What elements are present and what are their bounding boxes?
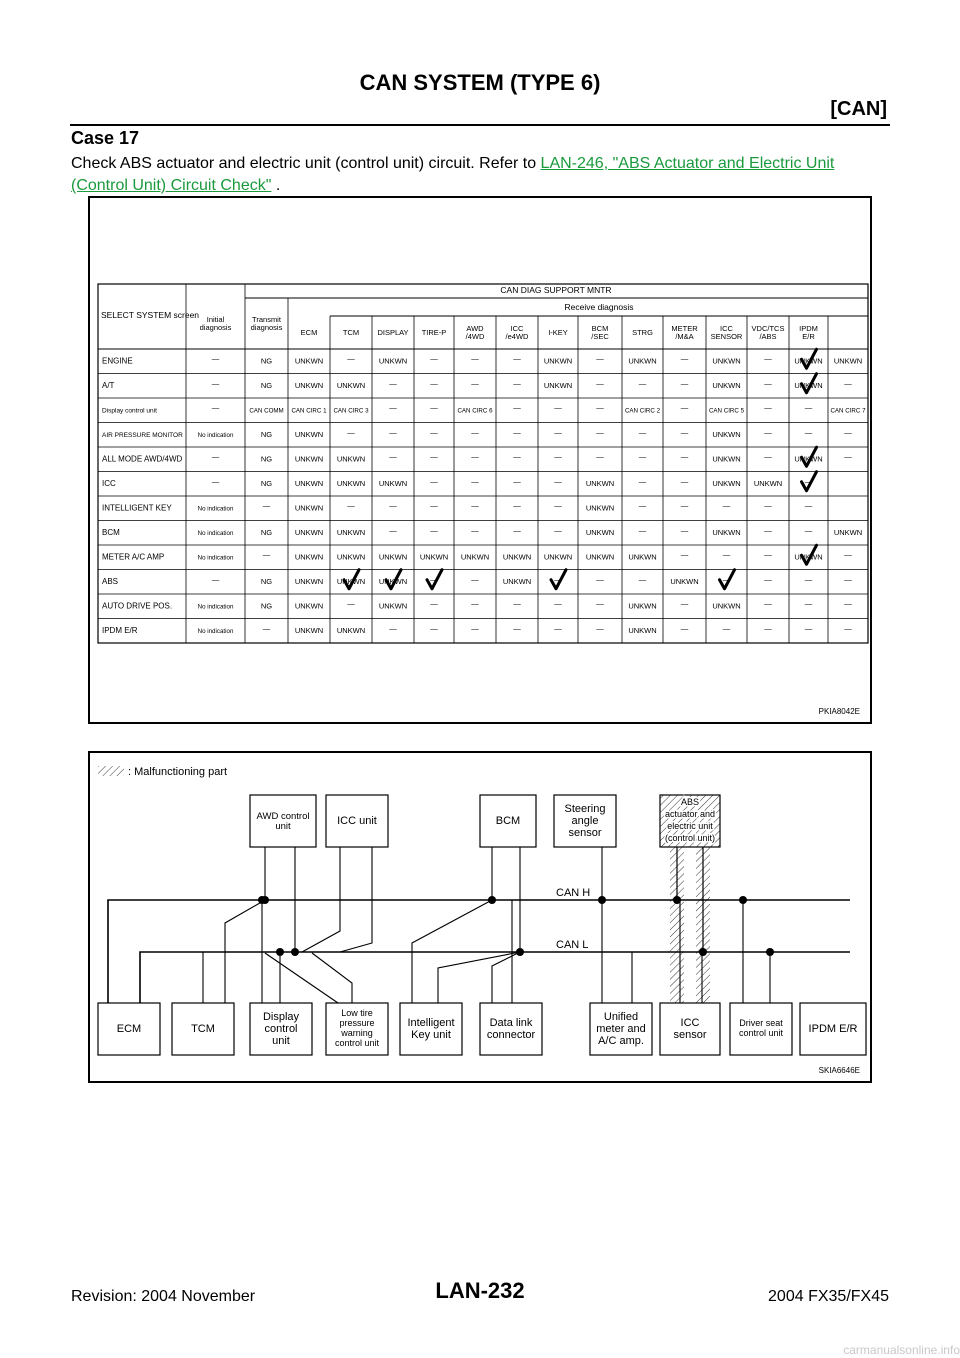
watermark: carmanualsonline.info: [843, 1343, 960, 1357]
table-cell: NG: [260, 429, 273, 439]
row-label: AIR PRESSURE MONITOR: [102, 431, 183, 439]
table-cell: UNKWN: [753, 478, 783, 488]
table-cell: —: [262, 550, 271, 560]
table-cell: —: [430, 476, 438, 486]
table-cell: —: [596, 452, 604, 462]
bottom-unit-label: ICC sensor: [673, 1016, 707, 1041]
column-header: ICC SENSOR: [710, 323, 743, 342]
table-cell: —: [844, 452, 852, 462]
table-cell: No indication: [197, 553, 234, 561]
table-cell: —: [844, 599, 852, 609]
junction-dot: [276, 948, 284, 956]
bottom-unit-label: Low tire pressure warning control unit: [334, 1008, 380, 1049]
table-cell: UNKWN: [670, 576, 699, 586]
table-cell: —: [347, 427, 355, 437]
table-cell: —: [554, 574, 562, 584]
table-cell: UNKWN: [294, 576, 324, 586]
table-cell: —: [804, 599, 813, 609]
table-cell: —: [554, 476, 562, 486]
wire: [265, 953, 338, 1003]
column-header: VDC/TCS /ABS: [751, 323, 785, 342]
header-rule: [70, 124, 890, 126]
row-label: ICC: [102, 478, 116, 488]
table-cell: UNKWN: [419, 552, 449, 562]
table-cell: —: [513, 476, 521, 486]
table-cell: NG: [260, 380, 273, 390]
table-cell: —: [764, 623, 772, 633]
bottom-unit-label: ECM: [116, 1022, 142, 1035]
table-cell: —: [211, 452, 220, 462]
table-cell: —: [471, 599, 479, 609]
column-header: Initial diagnosis: [199, 314, 232, 333]
can-l-label: CAN L: [556, 938, 589, 951]
row-label: ALL MODE AWD/4WD: [102, 454, 183, 464]
table-cell: —: [680, 476, 689, 486]
table-cell: UNKWN: [378, 576, 408, 586]
table-cell: CAN CIRC 1: [291, 406, 327, 414]
table-cell: —: [844, 550, 852, 560]
table-cell: —: [389, 403, 397, 413]
table-cell: NG: [260, 356, 273, 366]
table-cell: UNKWN: [712, 478, 741, 488]
table-cell: —: [764, 525, 772, 535]
table-cell: No indication: [197, 627, 234, 635]
table-cell: UNKWN: [585, 478, 615, 488]
table-cell: UNKWN: [336, 625, 366, 635]
table-cell: —: [554, 599, 562, 609]
table-cell: UNKWN: [712, 356, 741, 366]
junction-dot: [739, 896, 747, 904]
table-cell: —: [471, 452, 479, 462]
table-cell: —: [638, 378, 647, 388]
table-cell: —: [430, 378, 438, 388]
table-cell: CAN CIRC 2: [624, 406, 661, 414]
bottom-unit-label: Driver seat control unit: [738, 1018, 784, 1039]
table-cell: —: [471, 476, 479, 486]
bottom-unit-label: Data link connector: [486, 1016, 536, 1041]
table-cell: —: [764, 403, 772, 413]
table-cell: UNKWN: [712, 429, 741, 439]
can-diagram: [90, 753, 870, 1081]
table-cell: —: [554, 403, 562, 413]
table-cell: UNKWN: [628, 356, 657, 366]
junction-dot: [488, 896, 496, 904]
instruction-lead: Check ABS actuator and electric unit (control unit) circuit. Refer to: [71, 155, 541, 172]
table-cell: —: [596, 403, 604, 413]
table-cell: —: [513, 354, 521, 364]
table-cell: —: [554, 427, 562, 437]
table-cell: —: [430, 452, 438, 462]
table-cell: —: [596, 574, 604, 584]
table-cell: —: [389, 452, 397, 462]
table-cell: —: [764, 501, 772, 511]
table-cell: —: [680, 452, 689, 462]
table-cell: UNKWN: [712, 380, 741, 390]
table-cell: UNKWN: [294, 380, 324, 390]
table-cell: UNKWN: [628, 625, 657, 635]
bottom-unit-label: Intelligent Key unit: [407, 1016, 455, 1041]
section-tag: [CAN]: [830, 98, 887, 120]
table-cell: —: [680, 427, 689, 437]
table-cell: —: [262, 623, 271, 633]
table-cell: —: [722, 574, 731, 584]
column-header: METER /M&A: [671, 323, 698, 342]
table-cell: UNKWN: [502, 576, 532, 586]
table-cell: —: [764, 354, 772, 364]
table-cell: —: [347, 599, 355, 609]
table-cell: —: [596, 378, 604, 388]
table-cell: UNKWN: [336, 478, 366, 488]
table-cell: —: [347, 354, 355, 364]
table-cell: —: [764, 427, 772, 437]
table-cell: —: [471, 574, 479, 584]
row-label: Display control unit: [102, 406, 157, 414]
page-title: CAN SYSTEM (TYPE 6): [359, 70, 601, 95]
table-cell: —: [430, 623, 438, 633]
top-unit-label: BCM: [495, 814, 521, 827]
wire: [492, 952, 520, 1003]
table-cell: —: [389, 427, 397, 437]
table-cell: —: [389, 525, 397, 535]
diagnosis-table-figure: [88, 196, 872, 724]
reference-link[interactable]: LAN-246, "ABS Actuator and Electric Unit (Control Unit) Circuit Check": [71, 155, 835, 194]
legend-hatch-icon: [98, 766, 124, 776]
table-cell: —: [638, 501, 647, 511]
table-cell: CAN COMM: [249, 406, 284, 414]
table-cell: —: [764, 599, 772, 609]
table-cell: —: [764, 378, 772, 388]
table-cell: UNKWN: [543, 552, 573, 562]
table-cell: UNKWN: [336, 527, 366, 537]
table-cell: —: [680, 378, 689, 388]
table-cell: —: [804, 525, 813, 535]
column-header: AWD /4WD: [465, 323, 485, 342]
table-cell: —: [638, 574, 647, 584]
legend-label: : Malfunctioning part: [128, 765, 228, 778]
bottom-unit-label: Display control unit: [262, 1010, 300, 1048]
table-cell: UNKWN: [336, 576, 366, 586]
table-cell: UNKWN: [336, 380, 366, 390]
table-cell: —: [430, 574, 438, 584]
table-cell: —: [513, 599, 521, 609]
table-cell: NG: [260, 478, 273, 488]
table-cell: UNKWN: [585, 552, 615, 562]
table-cell: —: [638, 525, 647, 535]
top-unit-label: Steering angle sensor: [564, 802, 606, 840]
table-cell: NG: [260, 601, 273, 611]
table-cell: —: [471, 427, 479, 437]
receive-diagnosis-header: Receive diagnosis: [564, 302, 634, 313]
table-cell: UNKWN: [585, 503, 615, 513]
table-cell: NG: [260, 576, 273, 586]
column-header: TCM: [342, 327, 360, 337]
row-label: INTELLIGENT KEY: [102, 503, 172, 513]
wire: [312, 953, 352, 1003]
table-cell: —: [430, 354, 438, 364]
table-cell: —: [513, 525, 521, 535]
table-cell: —: [513, 501, 521, 511]
table-cell: UNKWN: [833, 356, 863, 366]
table-cell: UNKWN: [294, 429, 324, 439]
table-cell: —: [680, 623, 689, 633]
table-cell: —: [638, 427, 647, 437]
table-cell: UNKWN: [294, 503, 324, 513]
table-cell: UNKWN: [628, 601, 657, 611]
junction-dot: [516, 948, 524, 956]
table-cell: —: [554, 501, 562, 511]
table-cell: UNKWN: [378, 478, 408, 488]
table-cell: —: [596, 599, 604, 609]
row-label: METER A/C AMP: [102, 552, 165, 562]
table-cell: UNKWN: [502, 552, 532, 562]
column-header: IPDM E/R: [799, 323, 818, 342]
table-cell: —: [722, 501, 731, 511]
table-cell: —: [211, 574, 220, 584]
table-cell: UNKWN: [794, 356, 823, 366]
table-cell: —: [430, 427, 438, 437]
table-cell: —: [471, 623, 479, 633]
junction-dot: [766, 948, 774, 956]
wire: [438, 952, 520, 1003]
column-header: STRG: [632, 327, 653, 337]
table-cell: —: [844, 378, 852, 388]
table-cell: —: [596, 623, 604, 633]
table-cell: —: [638, 476, 647, 486]
table-cell: —: [844, 574, 852, 584]
table-cell: UNKWN: [794, 454, 823, 464]
table-cell: UNKWN: [294, 527, 324, 537]
junction-dot: [598, 896, 606, 904]
table-cell: UNKWN: [712, 601, 741, 611]
table-cell: —: [513, 403, 521, 413]
table-cell: —: [471, 354, 479, 364]
table-cell: —: [211, 378, 220, 388]
table-cell: UNKWN: [378, 552, 408, 562]
table-cell: —: [347, 501, 355, 511]
table-cell: —: [804, 403, 813, 413]
row-label: BCM: [102, 527, 120, 537]
bottom-unit-label: TCM: [191, 1022, 215, 1035]
table-cell: —: [596, 427, 604, 437]
instruction-text: [71, 153, 889, 197]
table-cell: —: [804, 476, 813, 486]
can-diagram-figure: [88, 751, 872, 1083]
table-cell: —: [262, 501, 271, 511]
table-cell: CAN CIRC 6: [457, 406, 493, 414]
table-cell: No indication: [197, 602, 234, 610]
row-label: AUTO DRIVE POS.: [102, 601, 173, 611]
table-cell: —: [471, 501, 479, 511]
row-label: ABS: [102, 576, 119, 586]
table-cell: —: [430, 403, 438, 413]
column-header: DISPLAY: [377, 327, 409, 337]
column-header: Transmit diagnosis: [250, 314, 283, 333]
table-cell: —: [722, 550, 731, 560]
table-cell: —: [430, 525, 438, 535]
table-cell: NG: [260, 527, 273, 537]
table-cell: —: [638, 452, 647, 462]
table-cell: CAN CIRC 7: [830, 406, 866, 414]
bottom-unit-label: IPDM E/R: [808, 1022, 858, 1035]
footer-revision: Revision: 2004 November: [71, 1288, 256, 1305]
table-cell: No indication: [197, 504, 234, 512]
table-cell: UNKWN: [712, 527, 741, 537]
table-cell: —: [764, 550, 772, 560]
junction-dot: [258, 896, 266, 904]
table-cell: —: [764, 574, 772, 584]
table-cell: UNKWN: [378, 356, 408, 366]
table-cell: No indication: [197, 529, 234, 537]
table-cell: —: [844, 427, 852, 437]
table-cell: UNKWN: [833, 527, 863, 537]
table-cell: —: [680, 403, 689, 413]
table-cell: —: [764, 452, 772, 462]
table-cell: No indication: [197, 431, 234, 439]
table-cell: —: [554, 623, 562, 633]
table-cell: —: [430, 501, 438, 511]
table-cell: —: [844, 623, 852, 633]
table-cell: —: [554, 452, 562, 462]
table-cell: —: [389, 623, 397, 633]
table-cell: UNKWN: [460, 552, 490, 562]
top-unit-label: ICC unit: [337, 814, 377, 827]
table-cell: —: [680, 599, 689, 609]
table-cell: —: [804, 501, 813, 511]
instruction-tail: .: [271, 177, 281, 194]
table-cell: —: [211, 403, 220, 413]
table-cell: —: [211, 354, 220, 364]
row-label: A/T: [102, 380, 115, 390]
table-cell: UNKWN: [336, 454, 366, 464]
table-cell: —: [211, 476, 220, 486]
can-diag-header: CAN DIAG SUPPORT MNTR: [500, 285, 612, 296]
table-cell: NG: [260, 454, 273, 464]
table-cell: UNKWN: [712, 454, 741, 464]
table-cell: —: [471, 525, 479, 535]
table-cell: —: [513, 452, 521, 462]
table-cell: —: [804, 623, 813, 633]
table-cell: —: [680, 525, 689, 535]
top-unit-label: AWD control unit: [256, 810, 310, 832]
footer-model: 2004 FX35/FX45: [768, 1288, 889, 1305]
table-cell: UNKWN: [543, 380, 573, 390]
table-cell: UNKWN: [378, 601, 408, 611]
junction-dot: [673, 896, 681, 904]
table-cell: —: [554, 525, 562, 535]
table-cell: UNKWN: [794, 380, 823, 390]
select-system-header: SELECT SYSTEM screen: [100, 310, 200, 321]
bottom-unit-label: Unified meter and A/C amp.: [596, 1010, 646, 1048]
table-cell: —: [389, 501, 397, 511]
footer-page-number: LAN-232: [435, 1278, 525, 1303]
case-heading: Case 17: [71, 128, 140, 148]
table-cell: —: [722, 623, 731, 633]
table-cell: —: [430, 599, 438, 609]
diagram-figure-code: SKIA6646E: [818, 1066, 860, 1075]
table-cell: —: [513, 378, 521, 388]
table-cell: —: [513, 623, 521, 633]
junction-dot: [291, 948, 299, 956]
column-header: TIRE-P: [421, 327, 447, 337]
diagnosis-table: [90, 198, 870, 722]
table-figure-code: PKIA8042E: [818, 707, 860, 716]
column-header: BCM /SEC: [591, 323, 609, 342]
table-cell: UNKWN: [628, 552, 657, 562]
table-cell: —: [471, 378, 479, 388]
table-cell: UNKWN: [294, 356, 324, 366]
table-cell: UNKWN: [543, 356, 573, 366]
table-cell: CAN CIRC 3: [333, 406, 369, 414]
table-cell: UNKWN: [794, 552, 823, 562]
row-label: ENGINE: [102, 356, 133, 366]
table-cell: CAN CIRC 5: [708, 406, 745, 414]
table-cell: —: [804, 427, 813, 437]
table-cell: —: [680, 501, 689, 511]
row-label: IPDM E/R: [102, 625, 138, 635]
table-cell: —: [513, 427, 521, 437]
table-cell: UNKWN: [294, 601, 324, 611]
top-unit-label: ABS actuator and electric unit (control unit): [664, 797, 716, 844]
column-header: ICC /e4WD: [505, 323, 529, 342]
table-cell: —: [680, 550, 689, 560]
table-cell: —: [804, 574, 813, 584]
table-cell: —: [680, 354, 689, 364]
junction-dot: [699, 948, 707, 956]
table-cell: —: [389, 378, 397, 388]
table-cell: UNKWN: [294, 552, 324, 562]
table-cell: —: [596, 354, 604, 364]
column-header: ECM: [300, 327, 318, 337]
can-h-label: CAN H: [556, 886, 591, 899]
table-cell: UNKWN: [294, 625, 324, 635]
table-cell: UNKWN: [585, 527, 615, 537]
column-header: I-KEY: [548, 327, 568, 337]
table-cell: UNKWN: [294, 478, 324, 488]
table-cell: UNKWN: [336, 552, 366, 562]
table-cell: UNKWN: [294, 454, 324, 464]
